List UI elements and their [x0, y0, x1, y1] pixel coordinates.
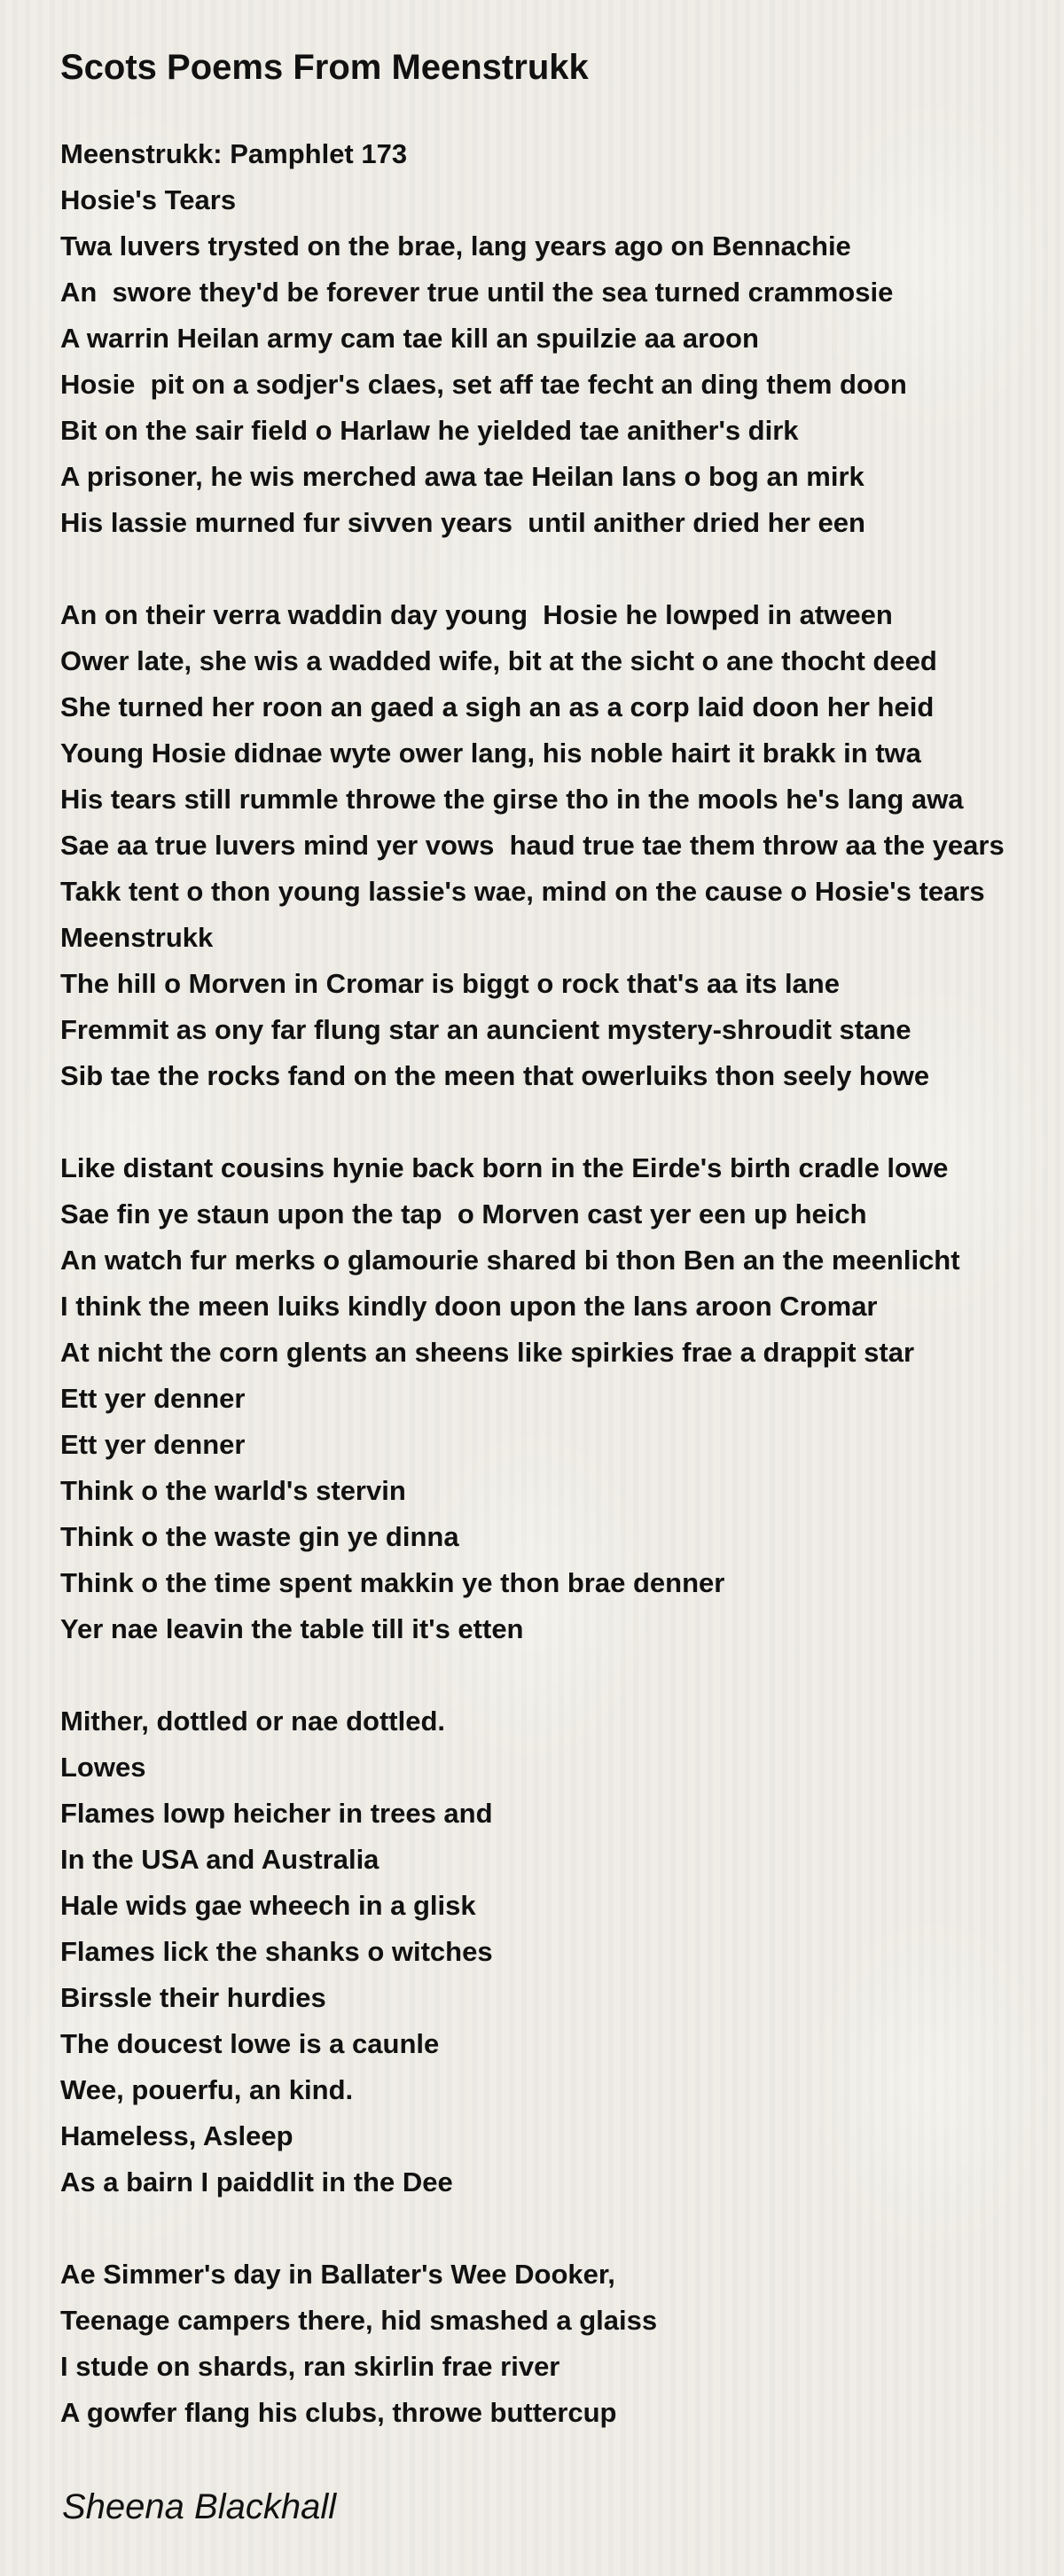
poem-line: I think the meen luiks kindly doon upon the lans aroon Cromar: [60, 1291, 878, 1322]
poem-line: Lowes: [60, 1752, 146, 1783]
poem-line: Like distant cousins hynie back born in the Eirde's birth cradle lowe: [60, 1152, 949, 1183]
poem-line: A prisoner, he wis merched awa tae Heilan lans o bog an mirk: [60, 461, 864, 492]
poem-line: Meenstrukk: [60, 922, 214, 953]
stanza-break: [60, 2205, 1053, 2252]
poem-line: A gowfer flang his clubs, throwe buttercup: [60, 2397, 617, 2428]
poem-line: Think o the warld's stervin: [60, 1475, 406, 1506]
poem-line: His tears still rummle throwe the girse tho in the mools he's lang awa: [60, 784, 964, 815]
poem-line: Wee, pouerfu, an kind.: [60, 2074, 354, 2105]
poem-line: As a bairn I paiddlit in the Dee: [60, 2166, 453, 2197]
poem-line: At nicht the corn glents an sheens like spirkies frae a drappit star: [60, 1337, 915, 1368]
poem-line: Hameless, Asleep: [60, 2120, 293, 2151]
poem-line: Hale wids gae wheech in a glisk: [60, 1890, 476, 1921]
poem-body: [60, 131, 1053, 2436]
poem-line: An on their verra waddin day young Hosie he lowped in atween: [60, 599, 893, 630]
poem-line: In the USA and Australia: [60, 1844, 379, 1875]
poem-line: Birssle their hurdies: [60, 1982, 326, 2013]
poem-line: She turned her roon an gaed a sigh an as a corp laid doon her heid: [60, 691, 935, 722]
poem-line: Hosie's Tears: [60, 184, 237, 215]
stanza-break: [60, 1099, 1053, 1145]
poem-line: His lassie murned fur sivven years until anither dried her een: [60, 507, 865, 538]
poem-line: Ae Simmer's day in Ballater's Wee Dooker,: [60, 2259, 615, 2290]
poem-line: A warrin Heilan army cam tae kill an spuilzie aa aroon: [60, 323, 759, 354]
poem-line: Takk tent o thon young lassie's wae, mind on the cause o Hosie's tears: [60, 876, 985, 907]
poem-line: An watch fur merks o glamourie shared bi thon Ben an the meenlicht: [60, 1245, 960, 1276]
poem-line: Teenage campers there, hid smashed a glaiss: [60, 2305, 658, 2336]
stanza-break: [60, 546, 1053, 592]
poem-line: Sib tae the rocks fand on the meen that owerluiks thon seely howe: [60, 1060, 930, 1091]
poem-line: Ett yer denner: [60, 1383, 246, 1414]
poem-line: I stude on shards, ran skirlin frae river: [60, 2351, 560, 2382]
poem-line: Bit on the sair field o Harlaw he yielded tae anither's dirk: [60, 415, 799, 446]
poem-line: Meenstrukk: Pamphlet 173: [60, 138, 408, 169]
page-title: Scots Poems From Meenstrukk: [60, 48, 589, 87]
poem-line: Hosie pit on a sodjer's claes, set aff tae fecht an ding them doon: [60, 369, 907, 400]
author-signature: Sheena Blackhall: [62, 2487, 337, 2526]
poem-line: Think o the waste gin ye dinna: [60, 1521, 459, 1552]
poem-line: Ower late, she wis a wadded wife, bit at the sicht o ane thocht deed: [60, 645, 937, 676]
poem-line: Yer nae leavin the table till it's etten: [60, 1613, 524, 1644]
poem-line: Sae fin ye staun upon the tap o Morven cast yer een up heich: [60, 1198, 867, 1229]
poem-line: An swore they'd be forever true until the sea turned crammosie: [60, 277, 894, 308]
poem-line: Ett yer denner: [60, 1429, 246, 1460]
poem-line: Flames lick the shanks o witches: [60, 1936, 493, 1967]
poem-line: Think o the time spent makkin ye thon brae denner: [60, 1567, 725, 1598]
poem-line: The doucest lowe is a caunle: [60, 2028, 440, 2059]
poem-line: Twa luvers trysted on the brae, lang years ago on Bennachie: [60, 230, 851, 262]
poem-line: Sae aa true luvers mind yer vows haud true tae them throw aa the years: [60, 830, 1005, 861]
stanza-break: [60, 1652, 1053, 1698]
poem-line: Mither, dottled or nae dottled.: [60, 1706, 445, 1737]
poem-line: Flames lowp heicher in trees and: [60, 1798, 493, 1829]
poem-line: The hill o Morven in Cromar is biggt o rock that's aa its lane: [60, 968, 840, 999]
poem-line: Young Hosie didnae wyte ower lang, his noble hairt it brakk in twa: [60, 738, 921, 769]
poem-line: Fremmit as ony far flung star an auncient mystery-shroudit stane: [60, 1014, 911, 1045]
